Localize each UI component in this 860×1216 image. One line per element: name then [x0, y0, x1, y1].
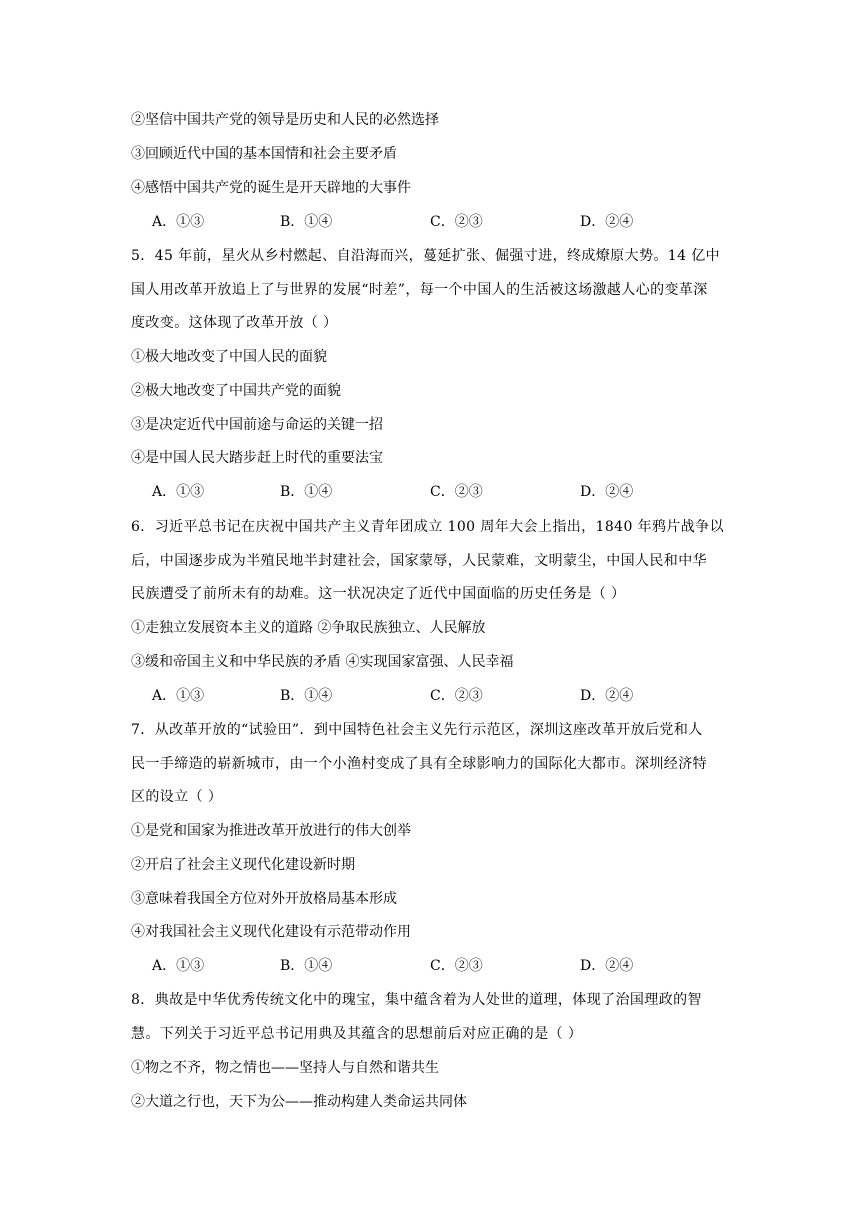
q7-item-1: ①是党和国家为推进改革开放进行的伟大创举: [131, 823, 411, 839]
q8-stem-line-1: 8．典故是中华优秀传统文化中的瑰宝，集中蕴含着为人处世的道理，体现了治国理政的智: [131, 992, 702, 1008]
q5-option-c[interactable]: C．②③: [430, 484, 483, 500]
q5-stem-line-2: 国人用改革开放追上了与世界的发展“时差”，每一个中国人的生活被这场激越人心的变革深: [131, 282, 708, 298]
q7-item-2: ②开启了社会主义现代化建设新时期: [131, 857, 355, 873]
q5-stem-line-3: 度改变。这体现了改革开放（ ）: [131, 315, 338, 331]
q7-item-3: ③意味着我国全方位对外开放格局基本形成: [131, 891, 397, 907]
q4-item-2: ②坚信中国共产党的领导是历史和人民的必然选择: [131, 112, 439, 128]
q6-option-b[interactable]: B．①④: [280, 688, 333, 704]
q5-item-2: ②极大地改变了中国共产党的面貌: [131, 383, 341, 399]
q6-option-a[interactable]: A．①③: [152, 688, 205, 704]
q7-option-a[interactable]: A．①③: [152, 958, 205, 974]
q8-stem-line-2: 慧。下列关于习近平总书记用典及其蕴含的思想前后对应正确的是（ ）: [131, 1026, 583, 1042]
q4-option-b[interactable]: B．①④: [280, 214, 333, 230]
q7-stem-line-2: 民一手缔造的崭新城市，由一个小渔村变成了具有全球影响力的国际化大都市。深圳经济特: [131, 756, 707, 772]
q6-items-row-1: ①走独立发展资本主义的道路 ②争取民族独立、人民解放: [131, 620, 486, 636]
q8-item-2: ②大道之行也，天下为公——推动构建人类命运共同体: [131, 1094, 467, 1110]
q5-item-1: ①极大地改变了中国人民的面貌: [131, 349, 327, 365]
q6-option-d[interactable]: D．②④: [580, 688, 634, 704]
q6-stem-line-3: 民族遭受了前所未有的劫难。这一状况决定了近代中国面临的历史任务是（ ）: [131, 586, 626, 602]
q5-stem-line-1: 5．45 年前，星火从乡村燃起、自沿海而兴，蔓延扩张、倔强寸进，终成燎原大势。14 亿中: [131, 248, 721, 264]
q5-option-a[interactable]: A．①③: [152, 484, 205, 500]
q4-item-4: ④感悟中国共产党的诞生是开天辟地的大事件: [131, 180, 411, 196]
q6-stem-line-1: 6．习近平总书记在庆祝中国共产主义青年团成立 100 周年大会上指出，1840 年鸦片战争以: [131, 519, 725, 535]
q5-option-b[interactable]: B．①④: [280, 484, 333, 500]
q4-item-3: ③回顾近代中国的基本国情和社会主要矛盾: [131, 146, 397, 162]
q7-stem-line-1: 7．从改革开放的“试验田”．到中国特色社会主义先行示范区，深圳这座改革开放后党和人: [131, 722, 703, 738]
q7-option-d[interactable]: D．②④: [580, 958, 634, 974]
q6-stem-line-2: 后，中国逐步成为半殖民地半封建社会，国家蒙辱，人民蒙难，文明蒙尘，中国人民和中华: [131, 553, 707, 569]
q8-item-1: ①物之不齐，物之情也——坚持人与自然和谐共生: [131, 1060, 439, 1076]
q5-item-3: ③是决定近代中国前途与命运的关键一招: [131, 417, 383, 433]
q6-option-c[interactable]: C．②③: [430, 688, 483, 704]
q7-stem-line-3: 区的设立（ ）: [131, 789, 223, 805]
q6-items-row-2: ③缓和帝国主义和中华民族的矛盾 ④实现国家富强、人民幸福: [131, 654, 514, 670]
q4-option-d[interactable]: D．②④: [580, 214, 634, 230]
q7-option-b[interactable]: B．①④: [280, 958, 333, 974]
q7-option-c[interactable]: C．②③: [430, 958, 483, 974]
q5-option-d[interactable]: D．②④: [580, 484, 634, 500]
q7-item-4: ④对我国社会主义现代化建设有示范带动作用: [131, 924, 411, 940]
q4-option-a[interactable]: A．①③: [152, 214, 205, 230]
q5-item-4: ④是中国人民大踏步赶上时代的重要法宝: [131, 450, 383, 466]
q4-option-c[interactable]: C．②③: [430, 214, 483, 230]
